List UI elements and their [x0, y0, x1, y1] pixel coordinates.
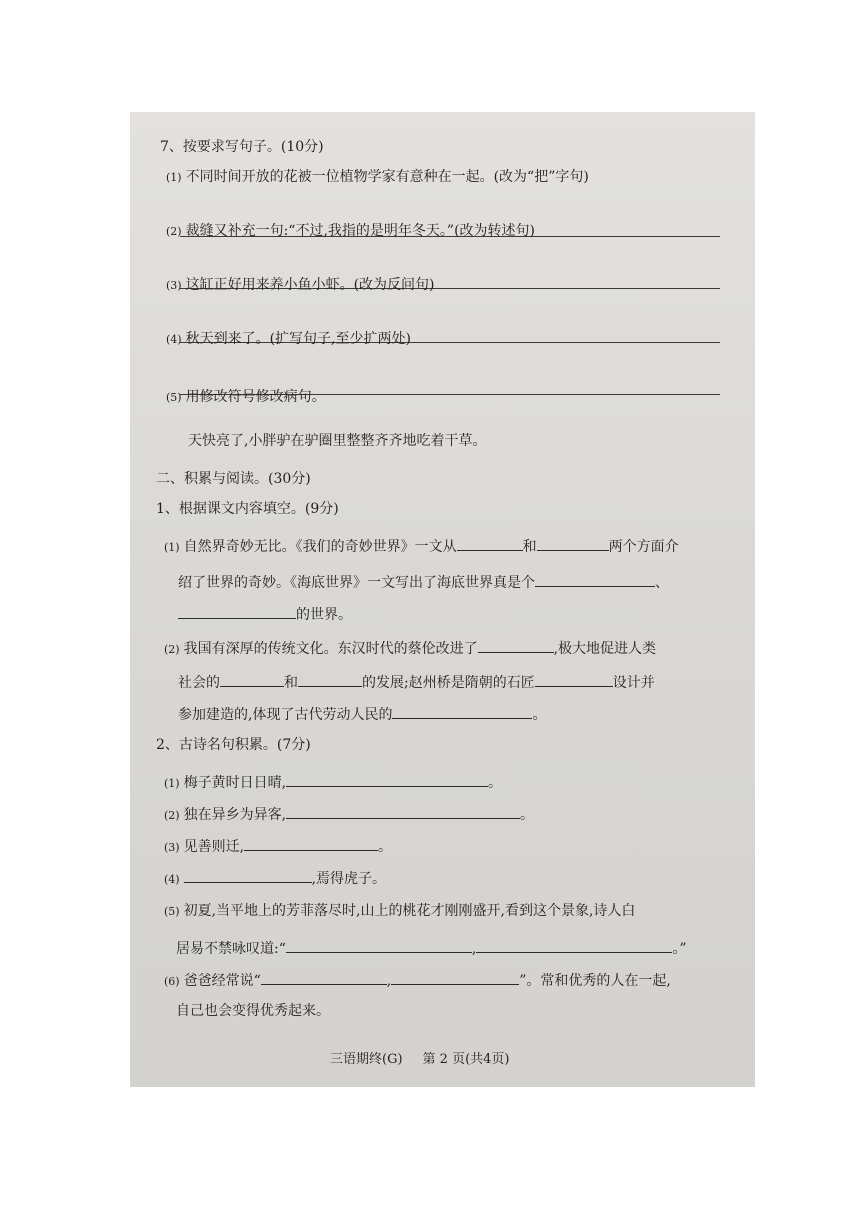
text: 参加建造的,体现了古代劳动人民的: [178, 707, 393, 723]
blank[interactable]: [391, 970, 519, 985]
item-number: (1): [164, 777, 180, 790]
text: 见善则迁,: [183, 839, 245, 855]
item-number: (3): [166, 279, 182, 292]
q7-item-2: [166, 222, 535, 241]
page-footer: [330, 1048, 529, 1067]
q7-item-4: [166, 330, 411, 349]
poem-line-4: [164, 868, 386, 889]
fill-2-line-3: [178, 704, 546, 724]
item-number: (2): [164, 809, 180, 822]
text: 我国有深厚的传统文化。东汉时代的蔡伦改进了: [183, 641, 478, 657]
item-text: 用修改符号修改病句。: [185, 389, 326, 405]
blank[interactable]: [535, 572, 655, 587]
text: 设计并: [612, 675, 655, 691]
section-2-title: 二、积累与阅读。(30分): [156, 471, 311, 487]
text: 。: [532, 707, 547, 723]
blank[interactable]: [478, 638, 554, 653]
fill-2-line-2: [178, 672, 655, 692]
poem-line-3: [164, 836, 392, 857]
text: ,极大地促进人类: [553, 641, 657, 657]
text: 。: [488, 775, 503, 791]
item-number: (3): [164, 841, 180, 854]
text: ”。常和优秀的人在一起,: [519, 973, 671, 989]
blank[interactable]: [286, 772, 488, 787]
item-number: (5): [164, 905, 180, 918]
text: 绍了世界的奇妙。《海底世界》一文写出了海底世界真是个: [178, 575, 535, 591]
item-number: (4): [164, 873, 180, 886]
poem-line-1: [164, 772, 502, 793]
blank[interactable]: [476, 938, 672, 953]
item-number: (2): [166, 225, 182, 238]
blank[interactable]: [457, 536, 523, 551]
blank[interactable]: [261, 970, 387, 985]
text: 。: [378, 839, 393, 855]
fill-2-line-1: [164, 638, 656, 659]
item-number: (5): [166, 391, 182, 404]
text: 。: [520, 807, 535, 823]
text: 的发展;赵州桥是隋朝的石匠: [362, 675, 535, 691]
text: ,: [386, 973, 392, 989]
q2-1-title: 1、根据课文内容填空。(9分): [156, 501, 339, 517]
text: 。”: [672, 941, 687, 957]
item-number: (6): [164, 975, 180, 988]
text: 社会的: [178, 675, 220, 691]
page-number: 第 2 页(共4页): [422, 1052, 510, 1067]
q7-item-5: [166, 388, 326, 407]
item-number: (1): [164, 541, 180, 554]
item-number: (1): [166, 171, 182, 184]
poem-line-5a: [164, 902, 635, 921]
blank[interactable]: [392, 704, 532, 719]
text: 爸爸经常说“: [183, 973, 261, 989]
fill-1-line-2: [178, 572, 669, 592]
item-text: 秋天到来了。(扩写句子,至少扩两处): [185, 331, 411, 347]
q7-item-1: [166, 168, 589, 187]
item-number: (4): [166, 333, 182, 346]
item-text: 这缸正好用来养小鱼小虾。(改为反问句): [185, 277, 435, 293]
exam-paper: [130, 112, 755, 1087]
q7-title: 7、按要求写句子。(10分): [160, 139, 324, 155]
text: ,焉得虎子。: [311, 871, 387, 887]
text: 初夏,当平地上的芳菲落尽时,山上的桃花才刚刚盛开,看到这个景象,诗人白: [183, 903, 636, 919]
fill-1-line-1: [164, 536, 679, 557]
text: 梅子黄时日日晴,: [183, 775, 287, 791]
blank[interactable]: [286, 804, 520, 819]
text: 居易不禁咏叹道:“: [176, 941, 286, 957]
text: 两个方面介: [608, 539, 679, 555]
q7-item-3: [166, 276, 435, 295]
blank[interactable]: [220, 672, 284, 687]
text: 、: [655, 575, 669, 591]
poem-line-5b: [176, 938, 687, 958]
blank[interactable]: [286, 938, 472, 953]
poem-line-6a: [164, 970, 671, 991]
exam-name: 三语期终(G): [330, 1052, 403, 1067]
text: 的世界。: [296, 607, 352, 623]
item-text: 裁缝又补充一句:“不过,我指的是明年冬天。”(改为转述句): [185, 223, 535, 239]
faulty-sentence: 天快亮了,小胖驴在驴圈里整整齐齐地吃着干草。: [188, 433, 487, 449]
poem-line-2: [164, 804, 534, 825]
q2-2-title: 2、古诗名句积累。(7分): [156, 737, 311, 753]
poem-line-6b: 自己也会变得优秀起来。: [176, 1003, 330, 1019]
text: ,: [471, 941, 477, 957]
blank[interactable]: [244, 836, 378, 851]
text: 和: [284, 675, 298, 691]
blank[interactable]: [184, 868, 312, 883]
item-number: (2): [164, 643, 180, 656]
item-text: 不同时间开放的花被一位植物学家有意种在一起。(改为“把”字句): [185, 169, 589, 185]
blank[interactable]: [537, 536, 609, 551]
blank[interactable]: [535, 672, 613, 687]
text: 和: [522, 539, 537, 555]
text: 独在异乡为异客,: [183, 807, 287, 823]
text: 自然界奇妙无比。《我们的奇妙世界》一文从: [183, 539, 457, 555]
fill-1-line-3: [178, 604, 352, 624]
blank[interactable]: [298, 672, 362, 687]
blank[interactable]: [178, 604, 296, 619]
